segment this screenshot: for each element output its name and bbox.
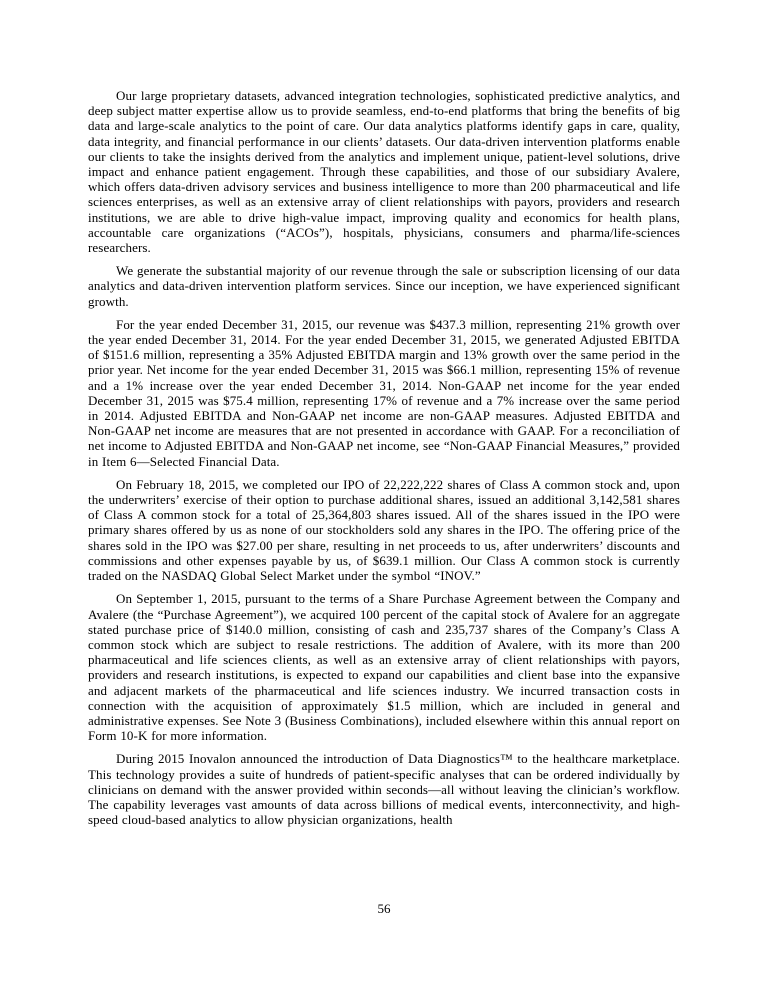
paragraph-datasets-overview: Our large proprietary datasets, advanced integration technologies, sophisticated predictive analytics, and deep subject matter expertise allow us to provide seamless, end-to-end platforms that bring the benefits of big data and large-scale analytics to the point of care. Our data analytics platforms identify gaps in care, quality, data integrity, and financial performance in our clients’ datasets. Our data-driven intervention platforms enable our clients to take the insights derived from the analytics and implement unique, patient-level solutions, drive impact and enhance patient engagement. Through these capabilities, and those of our subsidiary Avalere, which offers data-driven advisory services and business intelligence to more than 200 pharmaceutical and life sciences enterprises, as well as an extensive array of client relationships with payors, providers and research institutions, we are able to drive high-value impact, improving quality and economics for health plans, accountable care organizations (“ACOs”), hospitals, physicians, consumers and pharma/life-sciences researchers. <box>88 88 680 256</box>
text-block <box>88 88 680 835</box>
paragraph-revenue-model: We generate the substantial majority of our revenue through the sale or subscription licensing of our data analytics and data-driven intervention platform services. Since our inception, we have experienced significant growth. <box>88 263 680 309</box>
paragraph-financial-results: For the year ended December 31, 2015, our revenue was $437.3 million, representing 21% growth over the year ended December 31, 2014. For the year ended December 31, 2015, we generated Adjusted EBITDA of $151.6 million, representing a 35% Adjusted EBITDA margin and 13% growth over the same period in the prior year. Net income for the year ended December 31, 2015 was $66.1 million, representing 15% of revenue and a 1% increase over the year ended December 31, 2014. Non-GAAP net income for the year ended December 31, 2015 was $75.4 million, representing 17% of revenue and a 7% increase over the same period in 2014. Adjusted EBITDA and Non-GAAP net income are non-GAAP measures. Adjusted EBITDA and Non-GAAP net income are measures that are not presented in accordance with GAAP. For a reconciliation of net income to Adjusted EBITDA and Non-GAAP net income, see “Non-GAAP Financial Measures,” provided in Item 6—Selected Financial Data. <box>88 316 680 469</box>
page-number: 56 <box>377 901 391 916</box>
paragraph-avalere-acquisition: On September 1, 2015, pursuant to the terms of a Share Purchase Agreement between the Company and Avalere (the “Purchase Agreement”), we acquired 100 percent of the capital stock of Avalere for an aggregate stated purchase price of $140.0 million, consisting of cash and 235,737 shares of the Company’s Class A common stock which are subject to resale restrictions. The addition of Avalere, with its more than 200 pharmaceutical and life sciences clients, as well as an extensive array of client relationships with payors, providers and research institutions, is expected to expand our capabilities and client base into the expansive and adjacent markets of the pharmaceutical and life sciences industry. We incurred transaction costs in connection with the acquisition of approximately $1.5 million, which are included in general and administrative expenses. See Note 3 (Business Combinations), included elsewhere within this annual report on Form 10-K for more information. <box>88 591 680 744</box>
paragraph-data-diagnostics: During 2015 Inovalon announced the introduction of Data Diagnostics™ to the healthcare marketplace. This technology provides a suite of hundreds of patient-specific analyses that can be ordered individually by clinicians on demand with the answer provided within seconds—all without leaving the clinician’s workflow. The capability leverages vast amounts of data across billions of medical events, interconnectivity, and high-speed cloud-based analytics to allow physician organizations, health <box>88 751 680 828</box>
paragraph-ipo: On February 18, 2015, we completed our IPO of 22,222,222 shares of Class A common stock and, upon the underwriters’ exercise of their option to purchase additional shares, issued an additional 3,142,581 shares of Class A common stock for a total of 25,364,803 shares issued. All of the shares issued in the IPO were primary shares offered by us as none of our stockholders sold any shares in the IPO. The offering price of the shares sold in the IPO was $27.00 per share, resulting in net proceeds to us, after underwriters’ discounts and commissions and other expenses payable by us, of $639.1 million. Our Class A common stock is currently traded on the NASDAQ Global Select Market under the symbol “INOV.” <box>88 476 680 584</box>
